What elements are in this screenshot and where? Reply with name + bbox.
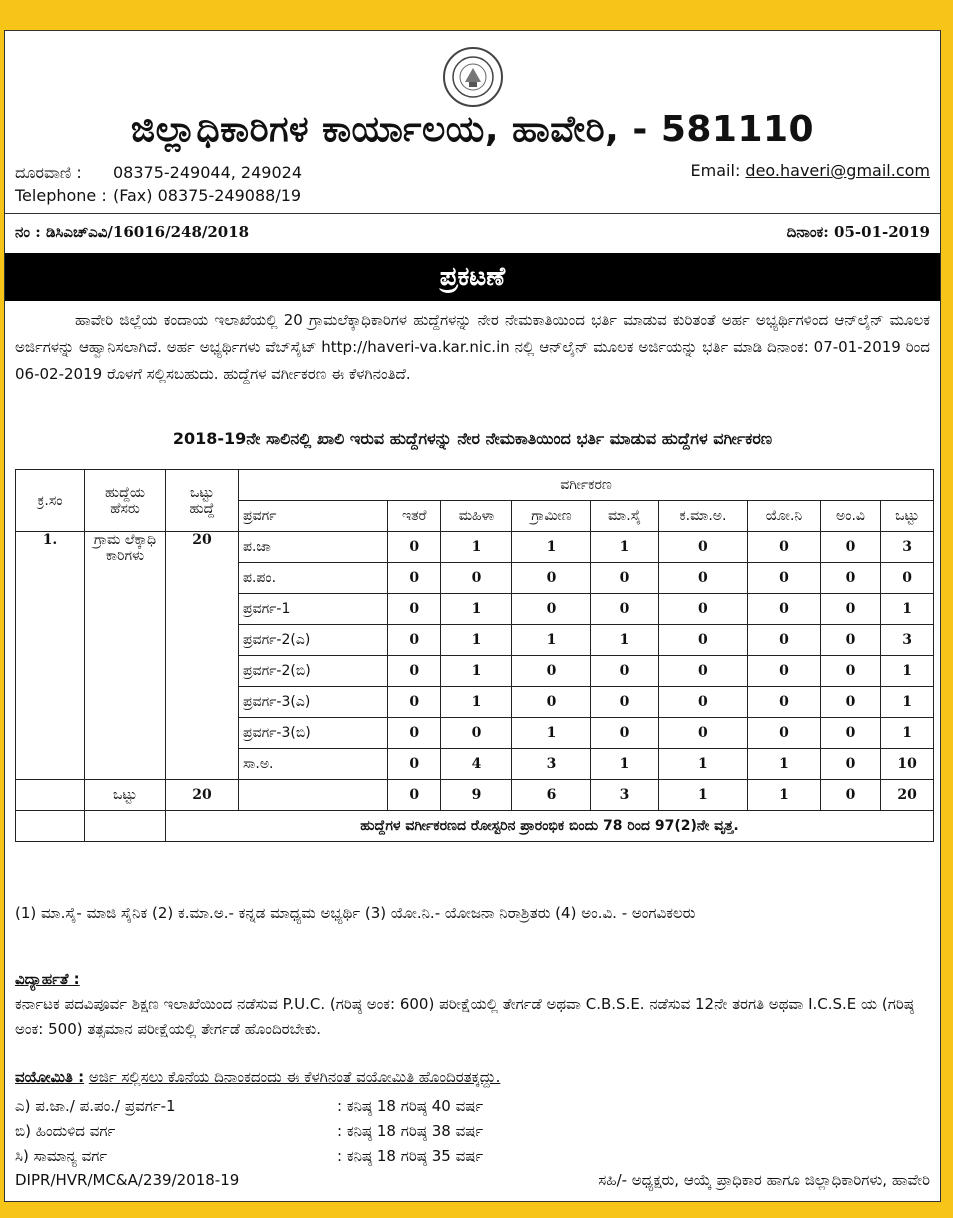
total-value-cell: 1 [658, 780, 748, 811]
value-cell: 10 [881, 749, 934, 780]
value-cell: 1 [441, 687, 512, 718]
value-cell: 0 [591, 594, 658, 625]
office-title: ಜಿಲ್ಲಾಧಿಕಾರಿಗಳ ಕಾರ್ಯಾಲಯ, ಹಾವೇರಿ, - 581110 [130, 109, 815, 150]
total-value-cell: 0 [820, 780, 881, 811]
category-cell: ಪ್ರವರ್ಗ-3(ಬಿ) [239, 718, 388, 749]
value-cell: 0 [658, 532, 748, 563]
footer-code: DIPR/HVR/MC&A/239/2018-19 [15, 1171, 240, 1189]
age-row-b [15, 1122, 484, 1140]
header-post-line1: ಹುದ್ದೆಯ [104, 484, 146, 501]
value-cell: 0 [441, 718, 512, 749]
value-cell: 0 [388, 718, 441, 749]
empty-cell [16, 780, 85, 811]
email-label: Email: [690, 161, 741, 180]
value-cell: 1 [881, 656, 934, 687]
value-cell: 0 [820, 594, 881, 625]
value-cell: 0 [658, 687, 748, 718]
value-cell: 0 [748, 563, 821, 594]
subheader-cell: ಗ್ರಾಮೀಣ [512, 501, 591, 532]
header-sl: ಕ್ರ.ಸಂ [16, 470, 85, 532]
header-total-line1: ಒಟ್ಟು [189, 484, 214, 501]
subheader-cell: ಇತರೆ [388, 501, 441, 532]
value-cell: 0 [658, 718, 748, 749]
value-cell: 1 [881, 594, 934, 625]
value-cell: 0 [748, 594, 821, 625]
value-cell: 0 [820, 656, 881, 687]
value-cell: 0 [388, 656, 441, 687]
footer-signature: ಸಹಿ/- ಅಧ್ಯಕ್ಷರು, ಆಯ್ಕೆ ಪ್ರಾಧಿಕಾರ ಹಾಗೂ ಜಿಲ್ಲಾಧಿಕಾರಿಗಳು, ಹಾವೇರಿ [598, 1171, 930, 1189]
value-cell: 1 [881, 687, 934, 718]
value-cell: 1 [591, 532, 658, 563]
value-cell: 0 [512, 563, 591, 594]
value-cell: 0 [591, 656, 658, 687]
subheader-cell: ಮಹಿಳಾ [441, 501, 512, 532]
value-cell: 0 [820, 749, 881, 780]
value-cell: 0 [658, 563, 748, 594]
value-cell: 1 [748, 749, 821, 780]
email-block [691, 161, 930, 180]
value-cell: 4 [441, 749, 512, 780]
empty-cell [16, 811, 85, 842]
value-cell: 1 [441, 656, 512, 687]
abbreviation-note: (1) ಮಾ.ಸೈ- ಮಾಜಿ ಸೈನಿಕ (2) ಕ.ಮಾ.ಅ.- ಕನ್ನಡ ಮಾಧ್ಯಮ ಅಭ್ಯರ್ಥಿ (3) ಯೋ.ನಿ.- ಯೋಜನಾ ನಿರಾಶ್ರಿತರು (4) ಅಂ.ವಿ. - ಅಂಗವಿಕಲರು [15, 904, 696, 922]
value-cell: 1 [591, 749, 658, 780]
age-group: ಎ) ಪ.ಜಾ./ ಪ.ಪಂ./ ಪ್ರವರ್ಗ-1 [15, 1097, 176, 1115]
phone-label-kn: ದೂರವಾಣಿ : [15, 163, 82, 182]
header-post-line2: ಹೆಸರು [110, 500, 140, 517]
contact-phone-block [15, 161, 302, 207]
value-cell: 0 [820, 625, 881, 656]
age-heading: ವಯೋಮಿತಿ : [15, 1068, 85, 1086]
value-cell: 0 [820, 718, 881, 749]
value-cell: 0 [820, 532, 881, 563]
age-group: ಬಿ) ಹಿಂದುಳಿದ ವರ್ಗ [15, 1122, 116, 1140]
category-cell: ಪ್ರವರ್ಗ-2(ಎ) [239, 625, 388, 656]
serial-number: 1. [16, 532, 85, 780]
roster-note: ಹುದ್ದೆಗಳ ವರ್ಗೀಕರಣದ ರೋಸ್ಟರಿನ ಪ್ರಾರಂಭಿಕ ಬಿಂದು 78 ರಿಂದ 97(2)ನೇ ವೃತ್ತ. [166, 811, 934, 842]
value-cell: 1 [512, 718, 591, 749]
notice-page [4, 30, 941, 1202]
value-cell: 1 [591, 625, 658, 656]
value-cell: 0 [748, 532, 821, 563]
total-value-cell: 0 [388, 780, 441, 811]
value-cell: 0 [748, 625, 821, 656]
value-cell: 0 [881, 563, 934, 594]
value-cell: 0 [748, 718, 821, 749]
age-limit: : ಕನಿಷ್ಠ 18 ಗರಿಷ್ಠ 35 ವರ್ಷ [337, 1147, 484, 1165]
value-cell: 0 [388, 594, 441, 625]
empty-cell [239, 780, 388, 811]
value-cell: 0 [388, 625, 441, 656]
total-value-cell: 20 [881, 780, 934, 811]
total-posts: 20 [166, 780, 239, 811]
value-cell: 3 [512, 749, 591, 780]
value-cell: 0 [512, 687, 591, 718]
email-link[interactable]: deo.haveri@gmail.com [745, 161, 930, 180]
value-cell: 0 [388, 532, 441, 563]
age-group: ಸಿ) ಸಾಮಾನ್ಯ ವರ್ಗ [15, 1147, 108, 1165]
value-cell: 0 [658, 625, 748, 656]
value-cell: 0 [512, 594, 591, 625]
subheader-cell: ಪ್ರವರ್ಗ [239, 501, 388, 532]
table-header-row [16, 470, 934, 501]
intro-paragraph [15, 307, 930, 388]
value-cell: 3 [881, 625, 934, 656]
telephone-label: Telephone : [15, 186, 107, 205]
total-value-cell: 3 [591, 780, 658, 811]
value-cell: 0 [820, 687, 881, 718]
total-row [16, 780, 934, 811]
value-cell: 0 [658, 656, 748, 687]
emblem-seal-icon [450, 54, 496, 100]
government-emblem-icon [443, 47, 503, 107]
age-section [15, 1065, 930, 1090]
post-total: 20 [166, 532, 239, 780]
header-total-line2: ಹುದ್ದೆ [189, 500, 215, 517]
qualification-heading: ವಿದ್ಯಾರ್ಹತೆ : [15, 970, 80, 988]
age-limit: : ಕನಿಷ್ಠ 18 ಗರಿಷ್ಠ 40 ವರ್ಷ [337, 1097, 484, 1115]
category-cell: ಪ್ರವರ್ಗ-2(ಬಿ) [239, 656, 388, 687]
value-cell: 1 [512, 532, 591, 563]
value-cell: 0 [658, 594, 748, 625]
notification-banner: ಪ್ರಕಟಣೆ [5, 253, 940, 301]
value-cell: 0 [748, 687, 821, 718]
header-classification: ವರ್ಗೀಕರಣ [239, 470, 934, 501]
roster-note-row [16, 811, 934, 842]
value-cell: 1 [441, 532, 512, 563]
intro-text: ಹಾವೇರಿ ಜಿಲ್ಲೆಯ ಕಂದಾಯ ಇಲಾಖೆಯಲ್ಲಿ 20 ಗ್ರಾಮಲೆಕ್ಕಾಧಿಕಾರಿಗಳ ಹುದ್ದೆಗಳನ್ನು ನೇರ ನೇಮಕಾತಿಯಿಂದ ಭರ್ತಿ ಮಾಡುವ ಕುರಿತಂತೆ ಅರ್ಹ ಅಭ್ಯರ್ಥಿಗಳಿಂದ ಆನ್‌ಲೈನ್ ಮೂಲಕ ಅರ್ಜಿಗಳನ್ನು ಆಹ್ವಾನಿಸಲಾಗಿದೆ. ಅರ್ಹ ಅಭ್ಯರ್ಥಿಗಳು ವೆಬ್‌ಸೈಟ್ http://haveri-va.kar.nic.in ನಲ್ಲಿ ಆನ್‌ಲೈನ್ ಮೂಲಕ ಅರ್ಜಿಯನ್ನು ಭರ್ತಿ ಮಾಡಿ ದಿನಾಂಕ: 07-01-2019 ರಿಂದ 06-02-2019 ರೊಳಗೆ ಸಲ್ಲಿಸಬಹುದು. ಹುದ್ದೆಗಳ ವರ್ಗೀಕರಣ ಈ ಕೆಳಗಿನಂತಿದೆ. [15, 311, 930, 383]
total-value-cell: 1 [748, 780, 821, 811]
age-row-c [15, 1147, 484, 1165]
value-cell: 0 [591, 718, 658, 749]
divider [5, 213, 940, 214]
classification-table [15, 469, 934, 842]
value-cell: 0 [388, 749, 441, 780]
phone-numbers: 08375-249044, 249024 [113, 163, 302, 182]
empty-cell [85, 811, 166, 842]
value-cell: 1 [441, 625, 512, 656]
qualification-text: ಕರ್ನಾಟಕ ಪದವಿಪೂರ್ವ ಶಿಕ್ಷಣ ಇಲಾಖೆಯಿಂದ ನಡೆಸುವ P.U.C. (ಗರಿಷ್ಠ ಅಂಕ: 600) ಪರೀಕ್ಷೆಯಲ್ಲಿ ತೇರ್ಗಡೆ ಅಥವಾ C.B.S.E. ನಡೆಸುವ 12ನೇ ತರಗತಿ ಅಥವಾ I.C.S.E ಯ (ಗರಿಷ್ಠ ಅಂಕ: 500) ತತ್ಸಮಾನ ಪರೀಕ್ಷೆಯಲ್ಲಿ ತೇರ್ಗಡೆ ಹೊಂದಿರಬೇಕು. [15, 995, 914, 1038]
notice-date: ದಿನಾಂಕ: 05-01-2019 [786, 223, 930, 241]
table-row [16, 532, 934, 563]
value-cell: 0 [591, 687, 658, 718]
post-name: ಗ್ರಾಮ ಲೆಕ್ಕಾಧಿ ಕಾರಿಗಳು [85, 532, 166, 780]
value-cell: 1 [658, 749, 748, 780]
value-cell: 0 [388, 563, 441, 594]
subheader-cell: ಮಾ.ಸೈ [591, 501, 658, 532]
value-cell: 0 [820, 563, 881, 594]
subheader-cell: ಒಟ್ಟು [881, 501, 934, 532]
value-cell: 1 [881, 718, 934, 749]
value-cell: 0 [591, 563, 658, 594]
total-label: ಒಟ್ಟು [85, 780, 166, 811]
value-cell: 0 [748, 656, 821, 687]
category-cell: ಸಾ.ಅ. [239, 749, 388, 780]
header-post [85, 470, 166, 532]
qualification-section [15, 967, 930, 1042]
header-total-posts [166, 470, 239, 532]
value-cell: 0 [441, 563, 512, 594]
subheader-cell: ಕ.ಮಾ.ಅ. [658, 501, 748, 532]
category-cell: ಪ.ಜಾ [239, 532, 388, 563]
category-cell: ಪ್ರವರ್ಗ-1 [239, 594, 388, 625]
fax-number: (Fax) 08375-249088/19 [113, 186, 302, 205]
reference-number: ನಂ : ಡಿಸಿಎಚ್‌ಎವಿ/16016/248/2018 [15, 223, 250, 241]
value-cell: 0 [512, 656, 591, 687]
total-value-cell: 6 [512, 780, 591, 811]
value-cell: 1 [512, 625, 591, 656]
age-row-a [15, 1097, 484, 1115]
table-title: 2018-19ನೇ ಸಾಲಿನಲ್ಲಿ ಖಾಲಿ ಇರುವ ಹುದ್ದೆಗಳನ್ನು ನೇರ ನೇಮಕಾತಿಯಿಂದ ಭರ್ತಿ ಮಾಡುವ ಹುದ್ದೆಗಳ ವರ್ಗೀಕರಣ [172, 429, 773, 448]
value-cell: 1 [441, 594, 512, 625]
category-cell: ಪ.ಪಂ. [239, 563, 388, 594]
category-cell: ಪ್ರವರ್ಗ-3(ಎ) [239, 687, 388, 718]
total-value-cell: 9 [441, 780, 512, 811]
value-cell: 3 [881, 532, 934, 563]
value-cell: 0 [388, 687, 441, 718]
age-text: ಅರ್ಜಿ ಸಲ್ಲಿಸಲು ಕೊನೆಯ ದಿನಾಂಕದಂದು ಈ ಕೆಳಗಿನಂತೆ ವಯೋಮಿತಿ ಹೊಂದಿರತಕ್ಕದ್ದು. [88, 1068, 501, 1086]
subheader-cell: ಯೋ.ನಿ [748, 501, 821, 532]
subheader-cell: ಅಂ.ವಿ [820, 501, 881, 532]
age-limit: : ಕನಿಷ್ಠ 18 ಗರಿಷ್ಠ 38 ವರ್ಷ [337, 1122, 484, 1140]
